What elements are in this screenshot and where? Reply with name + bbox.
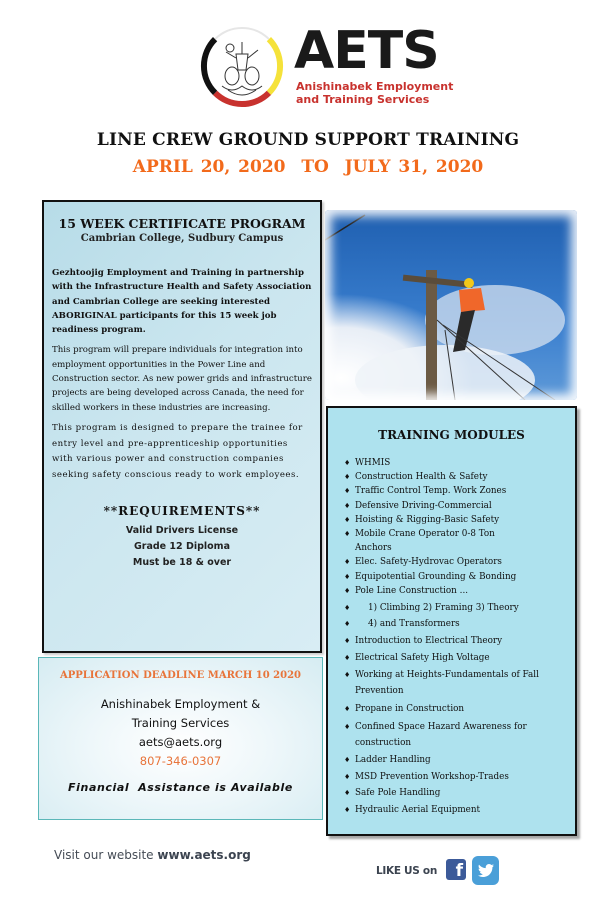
twitter-bird-icon [472,856,499,885]
module-item: ♦ Construction Health & Safety [344,470,567,484]
logo-subtitle-line1: Anishinabek Employment [296,80,454,93]
program-paragraph-purpose: This program is designed to prepare the trainee for entry level and pre-apprenticeship opportunities with various power and construction companies seeking safety conscious ready to work employees. [52,422,303,481]
module-item: ♦ Defensive Driving-Commercial [344,499,567,513]
application-deadline: APPLICATION DEADLINE MARCH 10 2020 [59,670,302,681]
module-item: ♦ Ladder Handling [344,753,567,767]
module-item: ♦ Elec. Safety-Hydrovac Operators [344,555,567,569]
module-item: ♦ Equipotential Grounding & Bonding [344,570,567,584]
website-line [54,848,251,862]
website-link[interactable]: www.aets.org [157,848,251,862]
program-dates: APRIL 20, 2020 TO JULY 31, 2020 [132,157,484,177]
module-item: ♦ 4) and Transformers [344,617,567,631]
org-line2: Training Services [131,716,230,730]
logo-subtitle-line2: and Training Services [296,93,430,106]
program-paragraph-partnership: Gezhtoojig Employment and Training in partnership with the Infrastructure Health and Safety Association and Cambrian College are seeking interested ABORIGINAL participants for this 15 week job readiness program. [52,268,312,336]
lineman-photo [325,210,577,400]
logo-wordmark: AETS [294,21,439,81]
contact-phone[interactable]: 807-346-0307 [139,754,222,768]
contact-organization [39,695,322,733]
logo-subtitle [296,80,453,106]
module-item: ♦ Traffic Control Temp. Work Zones [344,484,567,498]
facebook-icon[interactable]: f [446,859,466,880]
module-item: ♦ Introduction to Electrical Theory [344,634,567,648]
like-us-label: LIKE US on [376,865,437,877]
training-modules-box [326,406,577,836]
module-item: ♦ Hoisting & Rigging-Basic Safety [344,513,567,527]
contact-email[interactable]: aets@aets.org [138,735,223,749]
module-item: ♦ MSD Prevention Workshop-Trades [344,770,567,784]
program-paragraph-integration: This program will prepare individuals for integration into employment opportunities in the Power Line and Construction sector. As new power grids and infrastructure projects are being developed across Canada, the need for skilled workers in these industries are increasing. [52,345,312,413]
program-location: Cambrian College, Sudbury Campus [80,233,284,244]
medicine-wheel-logo-icon [200,24,284,108]
module-item: ♦ Confined Space Hazard Awareness for construction [344,719,567,751]
program-heading: 15 WEEK CERTIFICATE PROGRAM [58,216,306,231]
modules-list [328,456,575,817]
requirements-heading: **REQUIREMENTS** [103,503,261,518]
aets-logo [198,22,458,112]
requirement-item: Valid Drivers License [125,524,239,536]
org-line1: Anishinabek Employment & [100,697,261,711]
modules-heading: TRAINING MODULES [378,428,525,442]
requirement-item: Grade 12 Diploma [133,540,230,552]
module-item: ♦ 1) Climbing 2) Framing 3) Theory [344,601,567,615]
module-item: ♦ Mobile Crane Operator 0-8 Ton Anchors [344,527,567,555]
module-item: ♦ WHMIS [344,456,567,470]
website-prefix: Visit our website [54,848,158,862]
page-title: LINE CREW GROUND SUPPORT TRAINING [96,130,520,150]
module-item: ♦ Safe Pole Handling [344,786,567,800]
requirement-item: Must be 18 & over [132,556,232,568]
module-item: ♦ Hydraulic Aerial Equipment [344,803,567,817]
application-box [38,657,323,820]
module-item: ♦ Working at Heights-Fundamentals of Fall Prevention [344,667,567,699]
program-info-box [42,200,322,653]
requirements-list [44,523,320,571]
module-item: ♦ Pole Line Construction ... [344,584,567,598]
twitter-icon[interactable] [472,856,499,885]
module-item: ♦ Propane in Construction [344,702,567,716]
module-item: ♦ Electrical Safety High Voltage [344,651,567,665]
financial-assistance-note: Financial Assistance is Available [68,781,293,794]
lineman-on-pole-image-icon [325,210,577,400]
